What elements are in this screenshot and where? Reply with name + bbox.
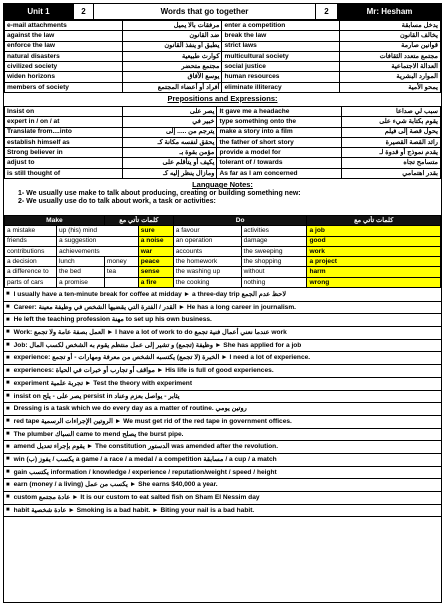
bullet-icon: ■: [6, 443, 10, 450]
bullet-icon: ■: [6, 481, 10, 488]
collocation-row: [5, 41, 441, 51]
highlighted-collocate: a noise: [138, 236, 173, 246]
collocate: accounts: [173, 246, 241, 256]
preposition-en: the father of short story: [217, 137, 342, 147]
example-text: Work: العمل بصفة عامة ولا تجمع ► I have a lot of work to do عندما نعني أعمال فنية تجمع work: [13, 329, 287, 337]
preposition-row: [5, 107, 441, 117]
example-line: [4, 479, 441, 492]
collocation-en: enforce the law: [5, 41, 123, 51]
collocate: the washing up: [173, 267, 241, 277]
collocation-en: multicultural society: [222, 51, 340, 61]
preposition-row: [5, 168, 441, 178]
highlighted-collocate: wrong: [307, 277, 441, 287]
prepositions-title: Prepositions and Expressions:: [167, 94, 278, 103]
collocate: the sweeping: [241, 246, 307, 256]
bullet-icon: ■: [6, 380, 10, 387]
make-do-row: [5, 277, 441, 287]
lesson-number-left: 2: [74, 4, 94, 19]
collocation-en: break the law: [222, 31, 340, 41]
preposition-en: make a story into a film: [217, 127, 342, 137]
bullet-icon: ■: [6, 469, 10, 476]
preposition-en: provide a model for: [217, 148, 342, 158]
preposition-en: expert in / on / at: [5, 117, 123, 127]
preposition-ar: يترجم من ..... إلى: [122, 127, 217, 137]
example-line: [4, 365, 441, 378]
collocate: the homework: [173, 257, 241, 267]
example-line: [4, 492, 441, 505]
bullet-icon: ■: [6, 456, 10, 463]
collocate: the bed: [56, 267, 104, 277]
collocate: the cooking: [173, 277, 241, 287]
preposition-ar: مؤمن بقوة بـ: [122, 148, 217, 158]
example-text: Job: وظيفة (تجمع) و تشير إلى عمل منتظم يقوم به الشخص لكسب المال ► She has applied for a job: [13, 341, 302, 349]
preposition-en: establish himself as: [5, 137, 123, 147]
preposition-en: type something onto the: [217, 117, 342, 127]
make-do-row: [5, 267, 441, 277]
collocate: [104, 277, 138, 287]
collocation-ar: يمحو الأمية: [340, 82, 441, 92]
collocation-ar: الموارد البشرية: [340, 72, 441, 82]
bullet-icon: ■: [6, 304, 10, 311]
page-title: Words that go together: [94, 4, 316, 19]
example-line: [4, 352, 441, 365]
example-line: [4, 467, 441, 480]
example-line: [4, 302, 441, 315]
note-1: 1- We usually use make to talk about producing, creating or building something new:: [18, 189, 301, 197]
collocate: contributions: [5, 246, 57, 256]
preposition-ar: يحقق لنفسه مكانة كـ: [122, 137, 217, 147]
example-line: [4, 403, 441, 416]
example-text: custom عادة مجتمع ► It is our custom to eat salted fish on Sham El Nessim day: [13, 494, 260, 502]
do-header-ar: كلمات تأتي مع: [307, 216, 441, 226]
preposition-en: Strong believer in: [5, 148, 123, 158]
collocation-ar: يوسع الآفاق: [122, 72, 222, 82]
note-2: 2- We usually use do to talk about work, a task or activities:: [18, 197, 216, 205]
highlighted-collocate: work: [307, 246, 441, 256]
preposition-en: tolerant of / towards: [217, 158, 342, 168]
bullet-icon: ■: [6, 291, 10, 298]
collocation-en: eliminate illiteracy: [222, 82, 340, 92]
example-line: [4, 416, 441, 429]
preposition-row: [5, 127, 441, 137]
bullet-icon: ■: [6, 494, 10, 501]
example-text: insist on يصر على - يلح persist in يثابر - يواصل بعزم وعناد: [13, 392, 180, 400]
bullet-icon: ■: [6, 392, 10, 399]
example-line: [4, 441, 441, 454]
bullet-icon: ■: [6, 342, 10, 349]
example-text: experience: الخبرة (لا تجمع) يكتسبه الشخص من معرفة ومهارات - أو تجمع ► I need a lot of experience.: [13, 354, 311, 362]
collocation-ar: قوانين صارمة: [340, 41, 441, 51]
preposition-ar: يقوم بكتابة شيء على: [342, 117, 441, 127]
highlighted-collocate: sense: [138, 267, 173, 277]
example-text: The plumber السباك came to mend يصلح the burst pipe.: [13, 430, 184, 438]
example-line: [4, 391, 441, 404]
make-do-row: [5, 226, 441, 236]
collocation-ar: مجتمع متحضر: [122, 62, 222, 72]
collocate: up (his) mind: [56, 226, 138, 236]
make-header: Make: [5, 216, 105, 226]
collocation-row: [5, 31, 441, 41]
bullet-icon: ■: [6, 405, 10, 412]
notes-title: Language Notes:: [192, 180, 253, 189]
lesson-number-right: 2: [316, 4, 338, 19]
bullet-icon: ■: [6, 418, 10, 425]
collocate: parts of cars: [5, 277, 57, 287]
teacher-name: Mr: Hesham: [338, 4, 441, 19]
highlighted-collocate: a project: [307, 257, 441, 267]
bullet-icon: ■: [6, 316, 10, 323]
collocate: without: [241, 267, 307, 277]
collocation-ar: أفراد أو أعضاء المجتمع: [122, 82, 222, 92]
example-text: amend يقوم بإجراء تعديل ► The constitution الدستور was amended after the revolution.: [13, 443, 279, 451]
collocate: friends: [5, 236, 57, 246]
collocation-row: [5, 51, 441, 61]
example-text: He left the teaching profession مهنة to set up his own business.: [13, 316, 212, 324]
collocation-en: widen horizons: [5, 72, 123, 82]
collocation-en: human resources: [222, 72, 340, 82]
highlighted-collocate: sure: [138, 226, 173, 236]
collocation-ar: ضد القانون: [122, 31, 222, 41]
collocate: an operation: [173, 236, 241, 246]
collocate: damage: [241, 236, 307, 246]
bullet-icon: ■: [6, 367, 10, 374]
collocation-row: [5, 21, 441, 31]
collocate: money: [104, 257, 138, 267]
collocate: a mistake: [5, 226, 57, 236]
preposition-ar: ومازال ينظر إليه كـ: [122, 168, 217, 178]
highlighted-collocate: war: [138, 246, 173, 256]
collocation-en: members of society: [5, 82, 123, 92]
highlighted-collocate: good: [307, 236, 441, 246]
preposition-en: Translate from....into: [5, 127, 123, 137]
example-text: Career: القدر / الفترة التي يقضيها الشخص في وظيفة معينة ► He has a long career in journalism.: [13, 303, 297, 311]
example-line: [4, 289, 441, 302]
collocation-en: civilized society: [5, 62, 123, 72]
example-text: experiences: مواقف أو تجارب أو خبرات في الحياة ► His life is full of good experiences.: [13, 367, 274, 375]
collocation-ar: يخالف القانون: [340, 31, 441, 41]
example-text: I usually have a ten-minute break for coffee at midday ► a three-day trip لاحظ عدم الجمع: [13, 291, 287, 299]
example-text: earn (money / a living) يكسب من عمل ► She earns $40,000 a year.: [13, 481, 218, 489]
language-notes: [4, 181, 441, 206]
collocate: activities: [241, 226, 307, 236]
example-line: [4, 327, 441, 340]
collocation-en: strict laws: [222, 41, 340, 51]
header-bar: [4, 4, 441, 20]
collocate: achievements: [56, 246, 138, 256]
preposition-en: adjust to: [5, 158, 123, 168]
make-header-ar: كلمات تأتي مع: [104, 216, 173, 226]
example-line: [4, 378, 441, 391]
collocate: a decision: [5, 257, 57, 267]
preposition-row: [5, 158, 441, 168]
bullet-icon: ■: [6, 430, 10, 437]
preposition-en: Insist on: [5, 107, 123, 117]
highlighted-collocate: peace: [138, 257, 173, 267]
collocation-ar: مرفقات بالا يميل: [122, 21, 222, 31]
preposition-ar: رائد القصة القصيرة: [342, 137, 441, 147]
example-text: Dressing is a task which we do every day as a matter of routine. روتين يومي: [13, 405, 247, 413]
preposition-ar: سبب لي صداعا: [342, 107, 441, 117]
bullet-icon: ■: [6, 329, 10, 336]
collocate: a promise: [56, 277, 104, 287]
preposition-en: It gave me a headache: [217, 107, 342, 117]
bullet-icon: ■: [6, 507, 10, 514]
prepositions-table: [4, 106, 441, 179]
example-line: [4, 429, 441, 442]
bullet-icon: ■: [6, 354, 10, 361]
collocation-ar: مجتمع متعدد الثقافات: [340, 51, 441, 61]
highlighted-collocate: harm: [307, 267, 441, 277]
collocate: a difference to: [5, 267, 57, 277]
make-do-header: [5, 216, 441, 226]
make-do-row: [5, 236, 441, 246]
collocation-en: against the law: [5, 31, 123, 41]
example-line: [4, 314, 441, 327]
preposition-ar: يصر على: [122, 107, 217, 117]
example-text: habit عادة شخصية ► Smoking is a bad habit. ► Biting your nail is a bad habit.: [13, 506, 255, 514]
collocation-en: enter a competition: [222, 21, 340, 31]
examples-section: [4, 289, 441, 517]
make-do-row: [5, 246, 441, 256]
preposition-en: As far as I am concerned: [217, 168, 342, 178]
collocation-ar: يدخل مسابقة: [340, 21, 441, 31]
example-line: [4, 454, 441, 467]
do-header: Do: [173, 216, 307, 226]
collocation-ar: العدالة الاجتماعية: [340, 62, 441, 72]
preposition-ar: يقدم نموذج أو قدوة لـ: [342, 148, 441, 158]
highlighted-collocate: a job: [307, 226, 441, 236]
collocation-en: e-mail attachments: [5, 21, 123, 31]
preposition-ar: متسامح تجاه: [342, 158, 441, 168]
example-line: [4, 505, 441, 518]
collocation-ar: يطبق أو ينفذ القانون: [122, 41, 222, 51]
collocate: the shopping: [241, 257, 307, 267]
preposition-ar: يحول قصة إلى فيلم: [342, 127, 441, 137]
collocate: tea: [104, 267, 138, 277]
collocate: a suggestion: [56, 236, 138, 246]
preposition-row: [5, 137, 441, 147]
collocation-ar: كوارث طبيعية: [122, 51, 222, 61]
highlighted-collocate: a fire: [138, 277, 173, 287]
preposition-ar: بقدر اهتمامي: [342, 168, 441, 178]
preposition-row: [5, 117, 441, 127]
preposition-ar: يكيف أو يتأقلم على: [122, 158, 217, 168]
unit-label: Unit 1: [4, 4, 74, 19]
collocate: lunch: [56, 257, 104, 267]
make-do-row: [5, 257, 441, 267]
preposition-ar: خبير في: [122, 117, 217, 127]
collocation-en: natural disasters: [5, 51, 123, 61]
collocation-en: social justice: [222, 62, 340, 72]
make-do-table: [4, 215, 441, 288]
example-text: win (ب) يكسب / يفوز a game / a race / a medal / a competition مسابقة / a cup / a match: [13, 455, 277, 463]
example-text: experiment تجربة علمية ► Test the theory with experiment: [13, 379, 193, 387]
worksheet-page: [3, 3, 442, 603]
collocate: nothing: [241, 277, 307, 287]
example-line: [4, 340, 441, 353]
collocation-row: [5, 72, 441, 82]
example-text: red tape الروتين الإجراءات الرسمية ► We must get rid of the red tape in government offices.: [13, 417, 292, 425]
collocation-row: [5, 82, 441, 92]
collocations-table: [4, 20, 441, 93]
example-text: gain يكتسب information / knowledge / experience / reputation/weight / speed / height: [13, 468, 277, 476]
preposition-en: is still thought of: [5, 168, 123, 178]
collocate: a favour: [173, 226, 241, 236]
preposition-row: [5, 148, 441, 158]
collocation-row: [5, 62, 441, 72]
